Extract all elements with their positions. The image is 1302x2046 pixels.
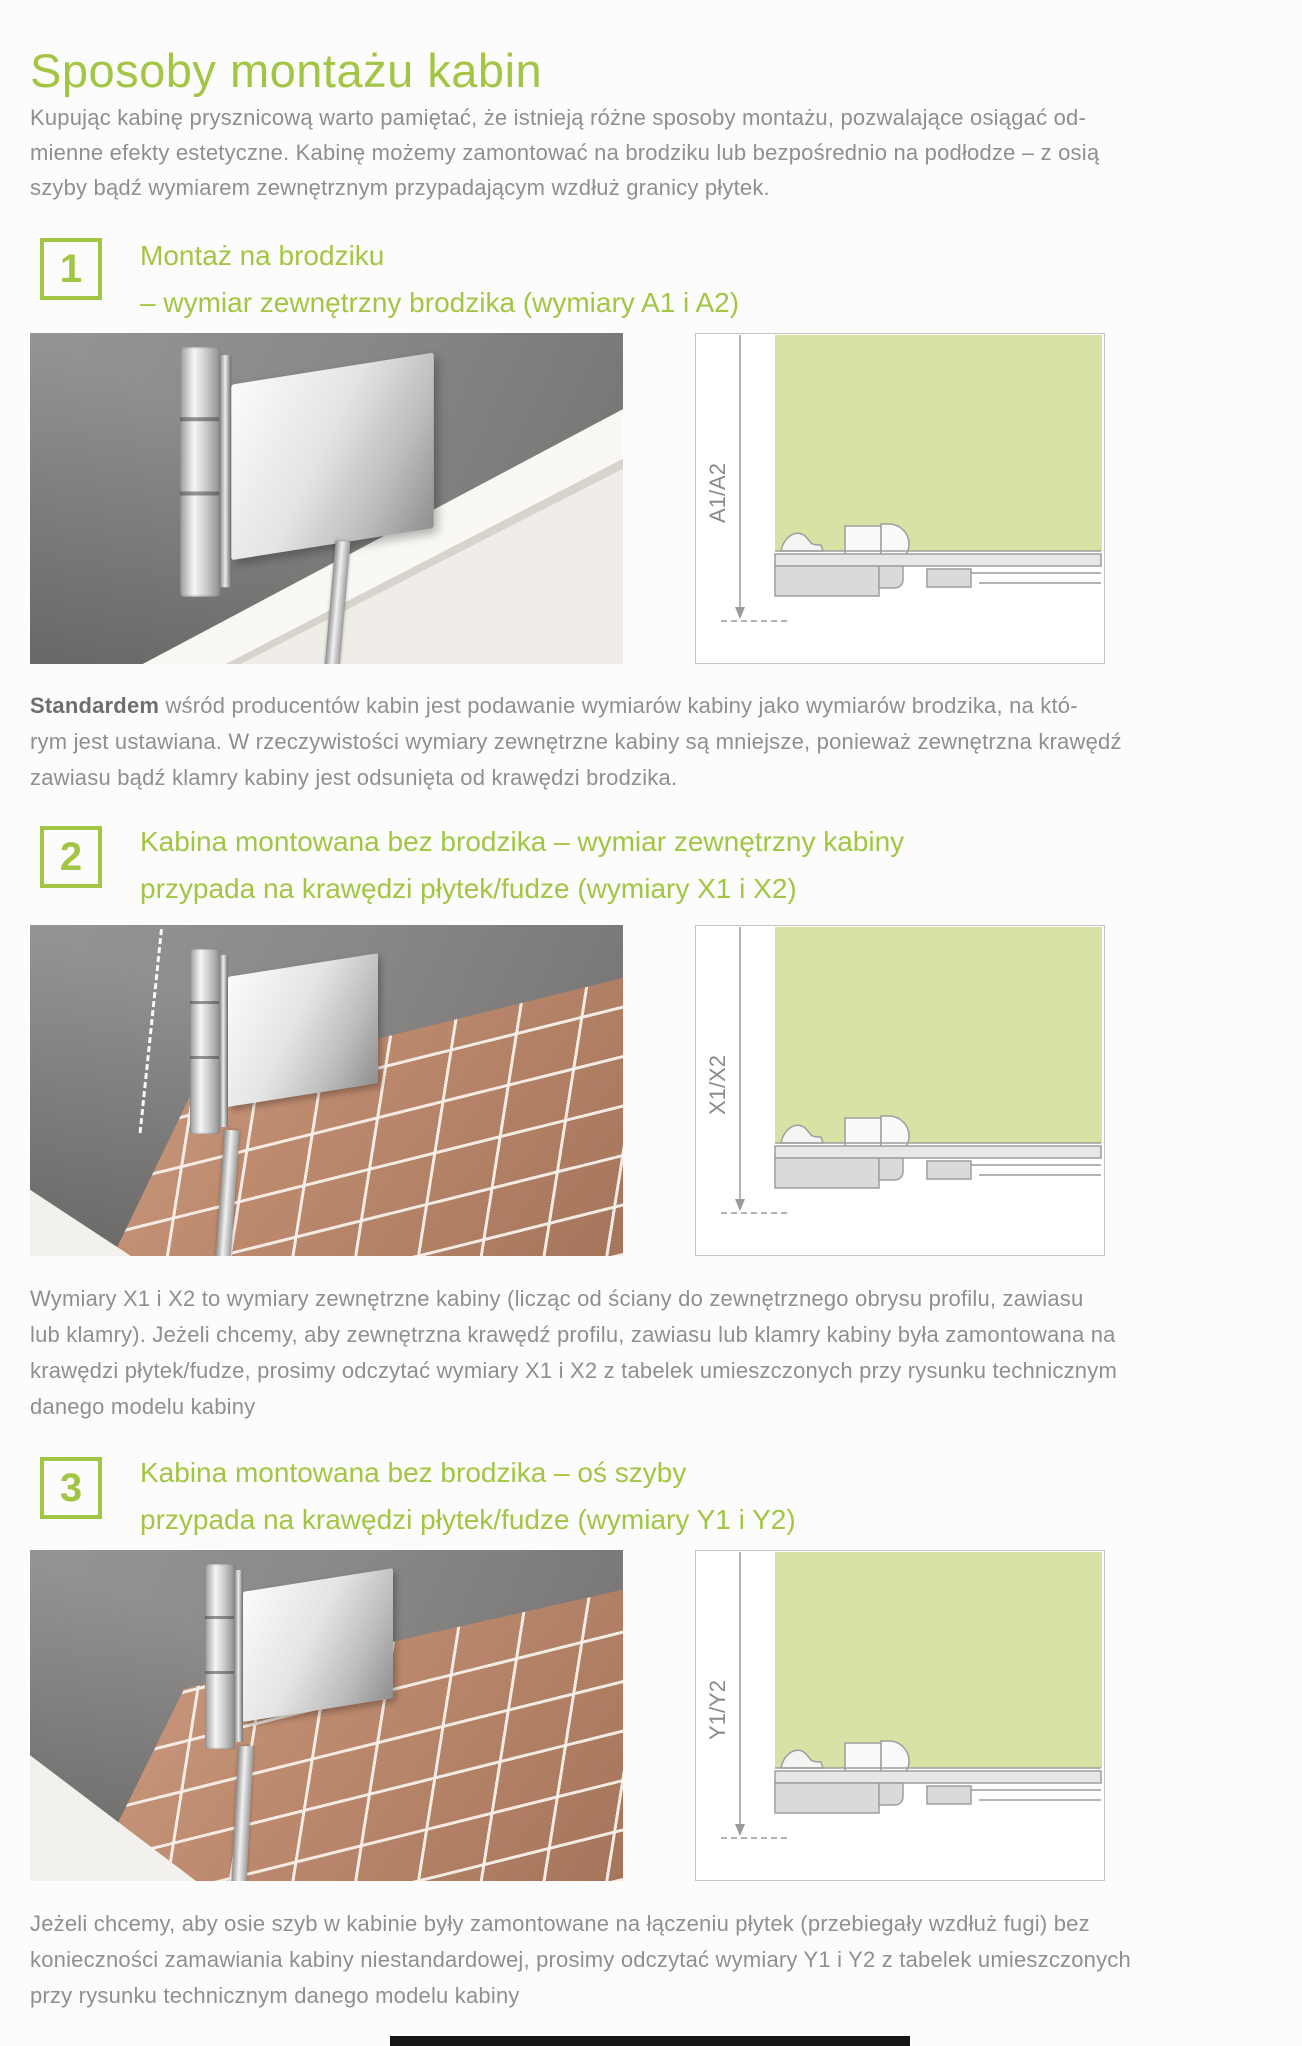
section-heading-line: Kabina montowana bez brodzika – oś szyby — [140, 1457, 687, 1488]
intro-line: Kupując kabinę prysznicową warto pamiętać, że istnieją różne sposoby montażu, pozwalające osiągać od- — [30, 105, 1086, 130]
glass-area — [775, 1552, 1102, 1768]
paragraph-line: Wymiary X1 i X2 to wymiary zewnętrzne kabiny (licząc od ściany do zewnętrznego obrysu profilu, zawiasu — [30, 1286, 1084, 1311]
section-heading — [140, 1449, 796, 1543]
paragraph-line: Standardem wśród producentów kabin jest podawanie wymiarów kabiny jako wymiarów brodzika, na któ- — [30, 693, 1078, 718]
paragraph-line: przy rysunku technicznym danego modelu kabiny — [30, 1983, 520, 2008]
technical-diagram-a — [695, 333, 1105, 664]
section-heading-line: przypada na krawędzi płytek/fudze (wymiary Y1 i Y2) — [140, 1504, 796, 1535]
paragraph-line: konieczności zamawiania kabiny niestandardowej, prosimy odczytać wymiary Y1 i Y2 z tabelek umieszczonych — [30, 1947, 1131, 1972]
section-heading-line: przypada na krawędzi płytek/fudze (wymiary X1 i X2) — [140, 873, 797, 904]
section-heading-line: Kabina montowana bez brodzika – wymiar zewnętrzny kabiny — [140, 826, 905, 857]
paragraph-line: Jeżeli chcemy, aby osie szyb w kabinie były zamontowane na łączeniu płytek (przebiegały wzdłuż fugi) bez — [30, 1911, 1090, 1936]
glass-area — [775, 927, 1102, 1143]
section-number-badge — [40, 826, 102, 888]
section-heading — [140, 232, 739, 326]
section-heading-line: – wymiar zewnętrzny brodzika (wymiary A1 i A2) — [140, 287, 740, 318]
technical-diagram-y — [695, 1550, 1105, 1881]
hinge-graphic — [190, 949, 400, 1149]
section-paragraph — [30, 688, 1280, 796]
intro-paragraph — [30, 100, 1280, 205]
bold-lead: Standardem — [30, 693, 160, 718]
paragraph-line: lub klamry). Jeżeli chcemy, aby zewnętrzna krawędź profilu, zawiasu lub klamry kabiny była zamontowana na — [30, 1322, 1116, 1347]
photo-hinge-on-tray — [30, 333, 623, 664]
section-heading — [140, 818, 904, 912]
hinge-graphic — [205, 1564, 415, 1764]
section-number: 3 — [59, 1465, 83, 1510]
page-bottom-bar — [390, 2036, 910, 2046]
hinge-graphic — [180, 347, 464, 617]
section-number-badge — [40, 1457, 102, 1519]
paragraph-line: danego modelu kabiny — [30, 1394, 256, 1419]
paragraph-line: rym jest ustawiana. W rzeczywistości wymiary zewnętrzne kabiny są mniejsze, ponieważ zewnętrzna krawędź — [30, 729, 1122, 754]
photo-hinge-on-tiles — [30, 925, 623, 1256]
intro-line: mienne efekty estetyczne. Kabinę możemy zamontować na brodziku lub bezpośrednio na podłodze – z osią — [30, 140, 1100, 165]
section-heading-line: Montaż na brodziku — [140, 240, 385, 271]
dimension-label: Y1/Y2 — [705, 1680, 730, 1740]
section-number: 1 — [59, 246, 83, 291]
technical-diagram-x — [695, 925, 1105, 1256]
photo-hinge-on-tiles-axis — [30, 1550, 623, 1881]
dimension-label: A1/A2 — [705, 463, 730, 523]
paragraph-line: krawędzi płytek/fudze, prosimy odczytać wymiary X1 i X2 z tabelek umieszczonych przy rysunku technicznym — [30, 1358, 1117, 1383]
page-title: Sposoby montażu kabin — [30, 44, 543, 98]
paragraph-line: zawiasu bądź klamry kabiny jest odsunięta od krawędzi brodzika. — [30, 765, 678, 790]
section-paragraph — [30, 1281, 1280, 1425]
intro-line: szyby bądź wymiarem zewnętrznym przypadającym wzdłuż granicy płytek. — [30, 175, 770, 200]
section-number-badge — [40, 238, 102, 300]
section-paragraph — [30, 1906, 1280, 2014]
section-number: 2 — [59, 834, 83, 879]
glass-area — [775, 335, 1102, 551]
dimension-label: X1/X2 — [705, 1055, 730, 1115]
